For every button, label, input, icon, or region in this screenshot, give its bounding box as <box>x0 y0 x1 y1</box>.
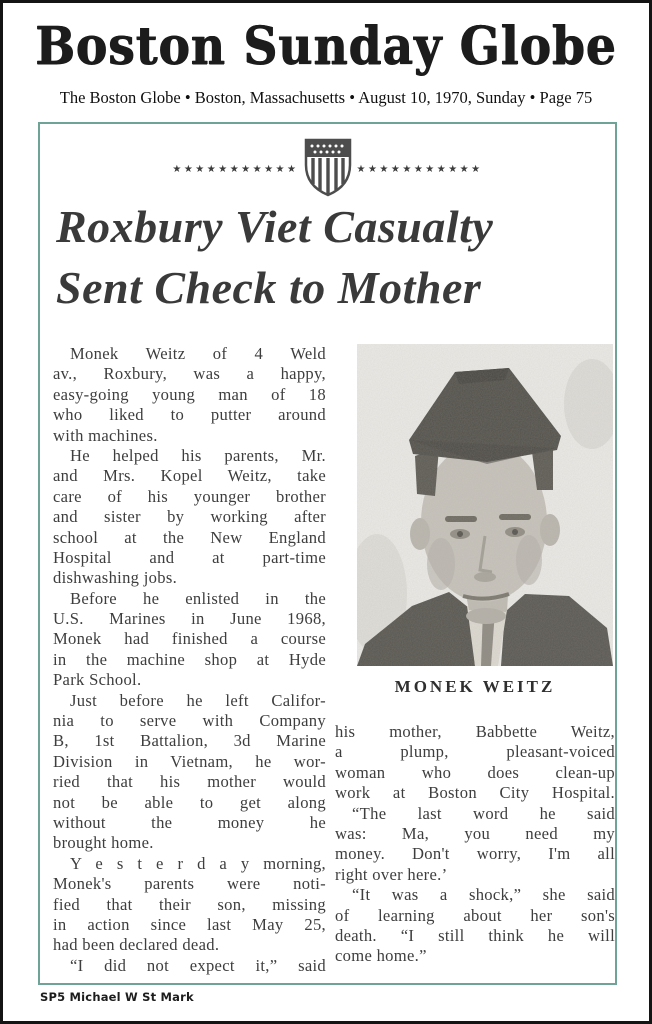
article-text-line: ried that his mother would <box>53 772 326 792</box>
star-shield-decoration <box>40 138 615 200</box>
us-shield-icon <box>304 137 352 202</box>
article-text-line: He helped his parents, Mr. <box>70 445 326 465</box>
stars-row-right: ★★★★★★★★★★★ <box>356 164 483 175</box>
article-text-line: B, 1st Battalion, 3d Marine <box>53 731 326 751</box>
article-text-line: “I did not expect it,” said <box>70 955 326 975</box>
article-text-line: Park School. <box>53 670 142 690</box>
article-text-line: nia to serve with Company <box>53 711 326 731</box>
article-column-right-text <box>335 722 615 967</box>
article-text-line: care of his younger brother <box>53 486 326 506</box>
article-text-line: work at Boston City Hospital. <box>335 783 615 803</box>
article-column-right <box>335 344 615 967</box>
article-text-line: U.S. Marines in June 1968, <box>53 609 326 629</box>
article-text-line: and sister by working after <box>53 507 326 527</box>
article-text-line: right over here.’ <box>335 864 448 884</box>
article-text-line: Hospital and at part-time <box>53 547 326 567</box>
article-text-line: in the machine shop at Hyde <box>53 649 326 669</box>
article-text-line: Monek's parents were noti- <box>53 874 326 894</box>
article-text-line: brought home. <box>53 833 154 853</box>
article-text-line: his mother, Babbette Weitz, <box>335 722 615 741</box>
masthead-title: Boston Sunday Globe <box>35 16 617 78</box>
article-text-line: of learning about her son's <box>335 905 615 925</box>
article-text-line: not be able to get along <box>53 792 326 812</box>
article-text-line: Y e s t e r d a y morning, <box>70 853 326 873</box>
article-text-line: and Mrs. Kopel Weitz, take <box>53 466 326 486</box>
article-text-line: fied that their son, missing <box>53 894 326 914</box>
article-text-line: “The last word he said <box>352 803 615 823</box>
article-box <box>38 122 617 985</box>
article-text-line: Just before he left Califor- <box>70 690 326 710</box>
article-text-line: in action since last May 25, <box>53 914 326 934</box>
stars-row-left: ★★★★★★★★★★★ <box>172 164 299 175</box>
article-text-line: dishwashing jobs. <box>53 568 178 588</box>
article-text-line: Before he enlisted in the <box>70 588 326 608</box>
article-column-left <box>53 344 326 976</box>
article-text-line: money. Don't worry, I'm all <box>335 844 615 864</box>
article-text-line: Monek Weitz of 4 Weld <box>70 344 326 363</box>
article-text-line: with machines. <box>53 425 158 445</box>
article-text-line: a plump, pleasant-voiced <box>335 742 615 762</box>
headline-line-2: Sent Check to Mother <box>56 262 482 313</box>
article-text-line: “It was a shock,” she said <box>352 885 615 905</box>
portrait-photo <box>357 344 613 666</box>
article-text-line: was: Ma, you need my <box>335 823 615 843</box>
photo-caption: MONEK WEITZ <box>394 677 556 696</box>
article-headline <box>56 196 616 318</box>
article-text-line: without the money he <box>53 812 326 832</box>
article-text-line: who liked to putter around <box>53 405 326 425</box>
headline-line-1: Roxbury Viet Casualty <box>56 201 494 252</box>
credit-line: SP5 Michael W St Mark <box>40 990 194 1004</box>
article-text-line: come home.” <box>335 946 427 966</box>
dateline: The Boston Globe • Boston, Massachusetts • August 10, 1970, Sunday • Page 75 <box>59 88 593 107</box>
article-text-line: had been declared dead. <box>53 935 220 955</box>
article-text-line: Division in Vietnam, he wor- <box>53 751 326 771</box>
article-text-line: av., Roxbury, was a happy, <box>53 364 326 384</box>
article-text-line: woman who does clean-up <box>335 762 615 782</box>
article-text-line: easy-going young man of 18 <box>53 384 326 404</box>
article-text-line: Monek had finished a course <box>53 629 326 649</box>
article-text-line: school at the New England <box>53 527 326 547</box>
article-text-line: death. “I still think he will <box>335 925 615 945</box>
